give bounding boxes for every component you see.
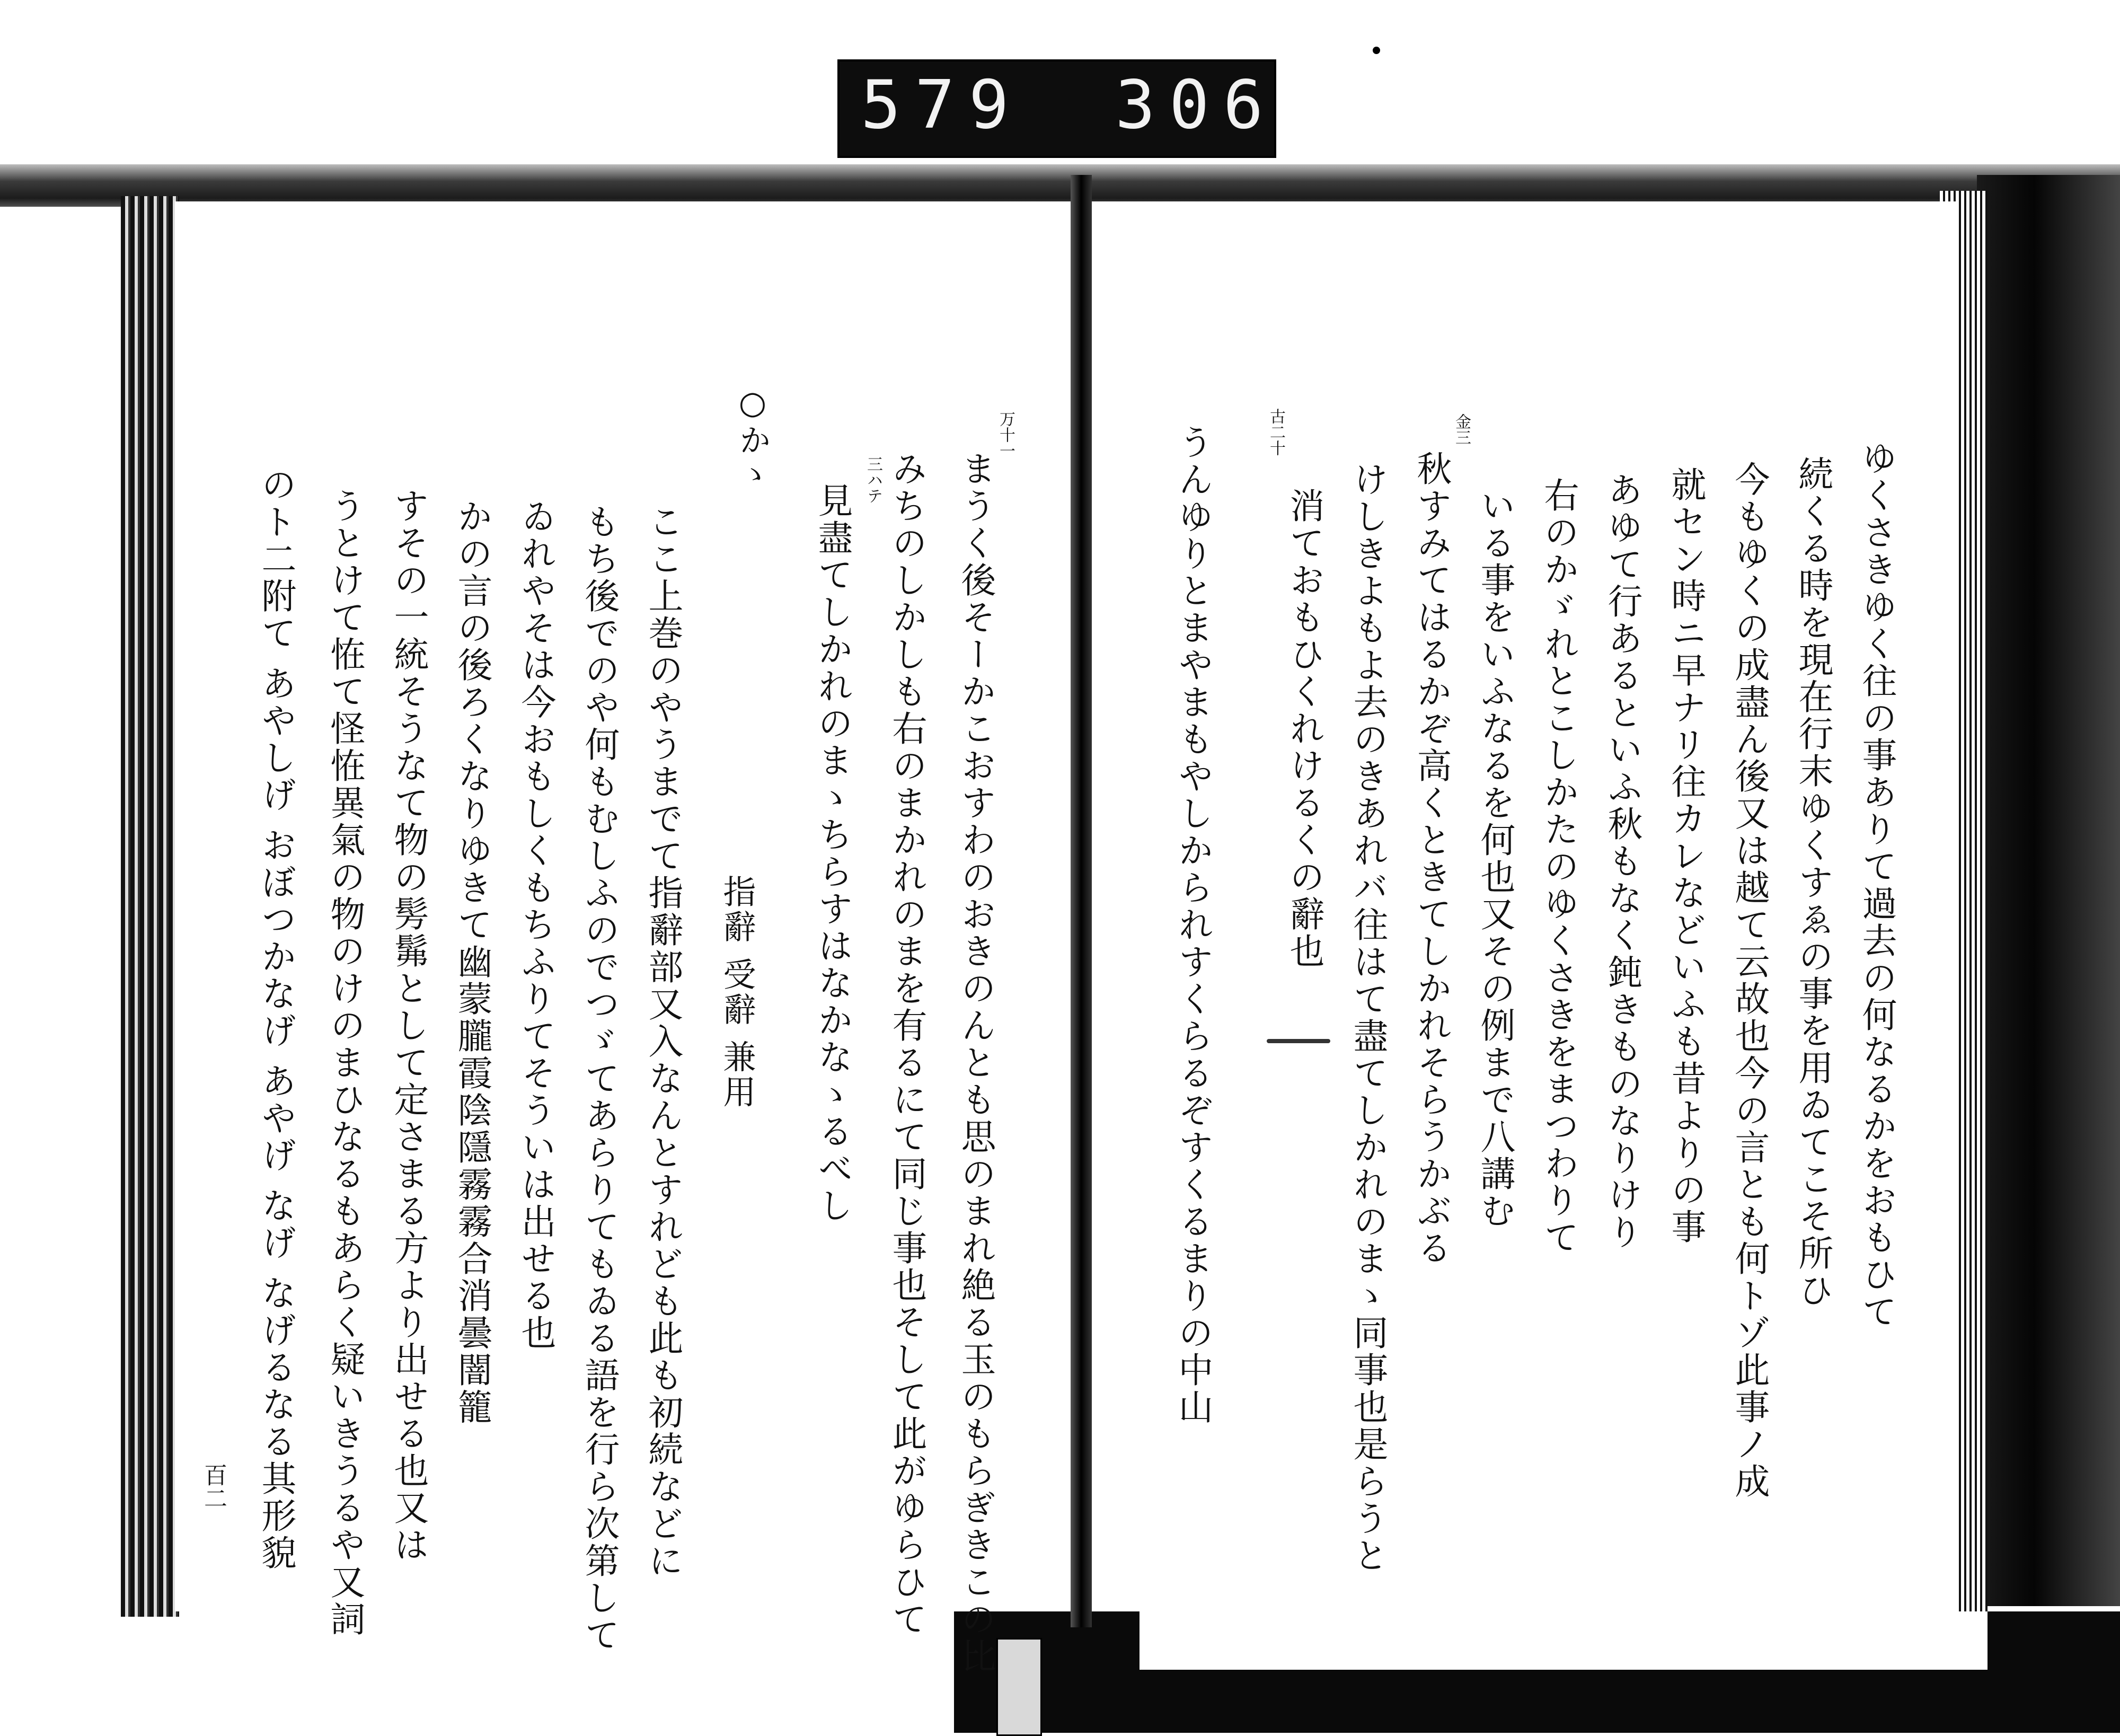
scan-dark-margin-right xyxy=(1977,175,2120,1606)
right-col-11-note: 古二十 xyxy=(1267,408,1285,456)
left-col-11: うとけて恠て怪恠異氣の物のけのまひなるもあらく疑いきうるや又詞 xyxy=(324,488,365,1638)
book-gutter xyxy=(1071,175,1092,1627)
left-col-7: もち後でのや何もむしふのでつゞてあらりてもゐる語を行ら次第して xyxy=(579,504,620,1654)
left-col-12: のト二附て あやしげ おぼつかなげ あやげ なげ なげるなる其形貌 xyxy=(255,466,296,1572)
left-col-8: ゐれやそは今おもしくもちふりてそういは出せる也 xyxy=(515,498,556,1352)
scan-speck xyxy=(1373,47,1380,54)
left-col-3-note: 三ハテ xyxy=(864,456,882,504)
right-col-9: けしきよもよ去のきあれバ往はて盡てしかれのまゝ同事也是らうと xyxy=(1347,461,1388,1574)
right-col-8-note: 金三 xyxy=(1452,413,1471,445)
left-col-10: すその一統そうなて物の髣髴として定さまる方より出せる也又は xyxy=(388,488,429,1564)
scan-mark xyxy=(1267,1039,1330,1043)
right-col-5: あゆて行あるといふ秋もなく鈍きものなりけり xyxy=(1602,472,1642,1251)
microfilm-top-bar xyxy=(0,164,2120,207)
book-clamp xyxy=(996,1638,1042,1736)
right-col-2: 続くる時を現在行末ゆくすゑの事を用ゐてこそ所ひ xyxy=(1792,456,1833,1309)
right-col-1: ゆくさきゆく往の事ありて過去の何なるかをおもひて xyxy=(1856,440,1897,1330)
left-page xyxy=(175,201,1071,1675)
left-col-6: ここ上巻のやうまでて指辭部又入なんとすれども此も初続などに xyxy=(642,504,683,1580)
right-col-10: 消ておもひくれけるくの辭也 xyxy=(1284,488,1324,970)
right-col-6: 右のかゞれとこしかたのゆくさきをまつわりて xyxy=(1538,477,1579,1256)
right-col-8: 秋すみてはるかぞ高くときてしかれそらうかぶる xyxy=(1411,451,1452,1267)
book-page-edges-left xyxy=(121,196,179,1617)
right-col-4: 就セン時ニ早ナリ往カレなどいふも昔よりの事 xyxy=(1665,466,1706,1246)
left-category-heading: 指辭 受辭 兼用 xyxy=(718,875,756,1110)
left-section-heading: ○かゝ xyxy=(734,384,771,491)
microfilm-frame-number: 579 xyxy=(861,66,1023,144)
microfilm-page-number: 306 xyxy=(1115,66,1277,144)
left-col-2: みちのしかしも右のまかれのまを有るにて同じ事也そして此がゆらひて xyxy=(886,451,927,1638)
right-page xyxy=(1092,201,1956,1611)
right-col-3: 今もゆくの成盡ん後又は越て云故也今の言とも何トゾ此事ノ成 xyxy=(1729,461,1770,1500)
folio-number: 百二 xyxy=(200,1463,227,1510)
right-col-7: いる事をいふなるを何也又その例まで八講む xyxy=(1474,488,1515,1230)
left-col-3: 見盡てしかれのまゝちらすはなかなゝるべし xyxy=(812,482,853,1224)
scan-bottom-white-gap xyxy=(1140,1611,1988,1670)
left-col-1-note: 万十一 xyxy=(996,411,1015,459)
microfilm-label-plate xyxy=(837,59,1276,158)
left-col-1: まうく後そーかこおすわのおきのんとも思のまれ絶る玉のもらぎきこの比 xyxy=(955,451,996,1675)
right-col-11: うんゆりとまやまもやしかられすくらるぞすくるまりの中山 xyxy=(1172,424,1213,1426)
left-col-9: かの言の後ろくなりゆきて幽蒙朧霞陰隱霧霧合消曇闇籠 xyxy=(452,498,492,1426)
